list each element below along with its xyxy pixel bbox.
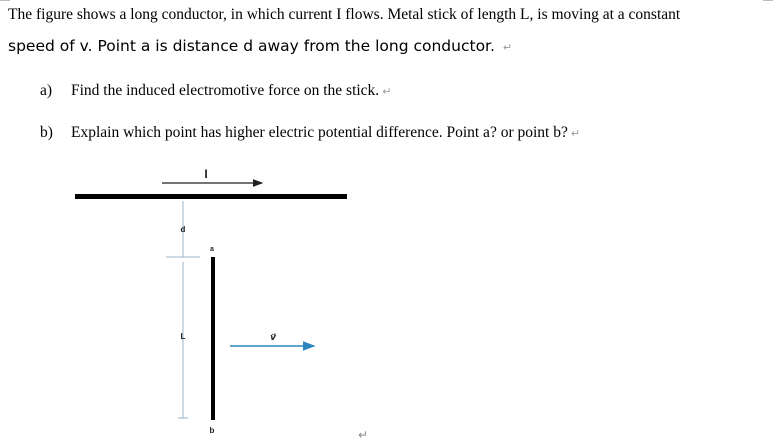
document-end-mark: ↵: [358, 428, 369, 442]
question-a-text: Find the induced electromotive force on the stick.: [71, 82, 380, 99]
question-a-label: a): [40, 82, 53, 99]
distance-label: d: [180, 225, 186, 234]
current-label: I: [204, 167, 208, 181]
velocity-label: v⃗: [270, 332, 276, 342]
question-b-text: Explain which point has higher electric potential difference. Point a? or point b?: [71, 124, 568, 141]
question-b-label: b): [40, 124, 53, 141]
metal-stick: [211, 257, 215, 420]
question-b-mark: ↵: [570, 127, 581, 140]
point-b-label: b: [209, 426, 215, 435]
long-conductor: [75, 194, 347, 199]
problem-text-line-1: The figure shows a long conductor, in which current I flows. Metal stick of length L, is moving at a constant: [8, 6, 681, 23]
length-label: L: [180, 332, 186, 341]
point-a-label: a: [210, 246, 214, 253]
paragraph-mark: ↵: [502, 41, 513, 54]
problem-text-line-2-text: speed of v. Point a is distance d away from the long conductor.: [8, 37, 495, 55]
question-a-mark: ↵: [382, 85, 392, 98]
